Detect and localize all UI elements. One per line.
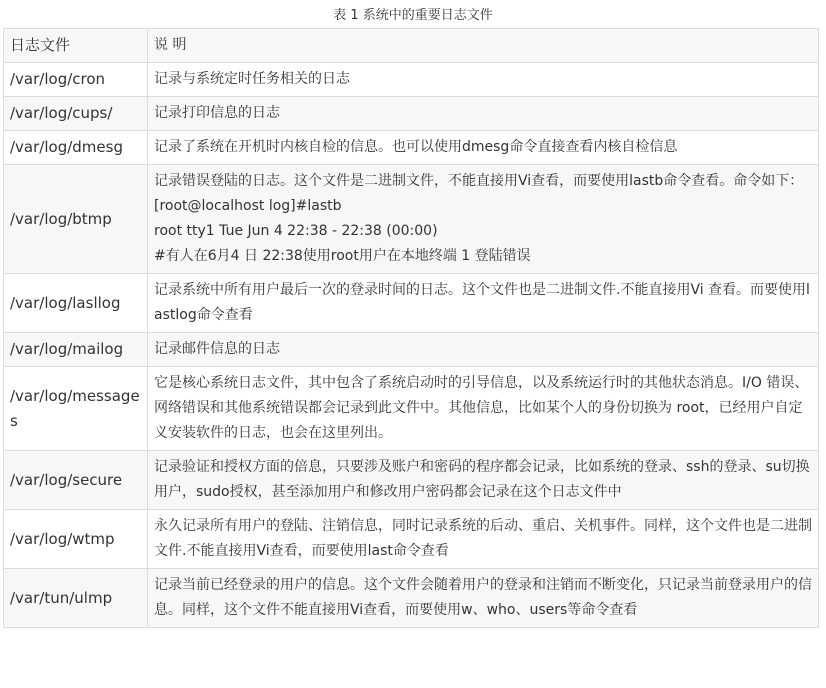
log-file-description [148,333,819,367]
table-row [4,367,819,451]
table-row [4,333,819,367]
log-file-description [148,367,819,451]
header-description: 说 明 [148,29,819,63]
log-files-table [3,28,819,628]
log-file-description [148,451,819,510]
table-caption: 表 1 系统中的重要日志文件 [333,8,493,23]
description-line: 记录打印信息的日志 [154,105,280,121]
log-file-path: /var/log/lasllog [4,274,148,333]
table-row [4,569,819,628]
log-file-path: /var/log/btmp [4,165,148,274]
description-line: 记录错误登陆的日志。这个文件是二进制文件，不能直接用Vi查看，而要使用lastb命令查看。命令如下： [154,173,804,189]
log-file-description [148,569,819,628]
description-line: 永久记录所有用户的登陆、注销信息，同时记录系统的后动、重启、关机事件。同样，这个文件也是二进制文件.不能直接用Vi查看，而要使用last命令查看 [154,518,812,559]
log-file-description [148,97,819,131]
log-file-description [148,510,819,569]
log-file-path: /var/log/wtmp [4,510,148,569]
header-log-file: 日志文件 [4,29,148,63]
table-row [4,510,819,569]
log-file-description [148,274,819,333]
description-line: #有人在6月4 日 22:38使用root用户在本地终端 1 登陆错误 [154,248,531,264]
log-file-path: /var/log/secure [4,451,148,510]
table-row [4,131,819,165]
description-line: 记录了系统在开机时内核自检的信息。也可以使用dmesg命令直接查看内核自检信息 [154,139,678,155]
log-file-path: /var/log/cups/ [4,97,148,131]
table-row [4,451,819,510]
table-header-row [4,29,819,63]
table-row [4,97,819,131]
table-row [4,165,819,274]
description-line: 记录系统中所有用户最后一次的登录时间的日志。这个文件也是二进制文件.不能直接用Vi 查看。而要使用lastlog命令查看 [154,282,810,323]
log-file-description [148,63,819,97]
description-line: 记录邮件信息的日志 [154,341,280,357]
description-line: 记录与系统定时任务相关的日志 [154,71,350,87]
description-line: 记录当前已经登录的用户的信息。这个文件会随着用户的登录和注销而不断变化，只记录当前登录用户的信息。同样，这个文件不能直接用Vi查看，而要使用w、who、users等命令查看 [154,577,812,618]
log-file-path: /var/tun/ulmp [4,569,148,628]
table-row [4,274,819,333]
log-file-description [148,131,819,165]
table-row [4,63,819,97]
description-line: root tty1 Tue Jun 4 22:38 - 22:38 (00:00) [154,223,438,239]
description-line: [root@localhost log]#lastb [154,198,342,214]
log-file-description [148,165,819,274]
description-line: 它是核心系统日志文件，其中包含了系统启动时的引导信息，以及系统运行时的其他状态消息。I/O 错误、网络错误和其他系统错误都会记录到此文件中。其他信息，比如某个人的身份切换为 root，已经用户自定义安装软件的日志，也会在这里列出。 [154,375,809,441]
log-file-path: /var/log/messages [4,367,148,451]
log-file-path: /var/log/mailog [4,333,148,367]
log-file-path: /var/log/cron [4,63,148,97]
log-file-path: /var/log/dmesg [4,131,148,165]
description-line: 记录验证和授权方面的倍息，只要涉及账户和密码的程序都会记录，比如系统的登录、ssh的登录、su切换用户，sudo授权，甚至添加用户和修改用户密码都会记录在这个日志文件中 [154,459,810,500]
